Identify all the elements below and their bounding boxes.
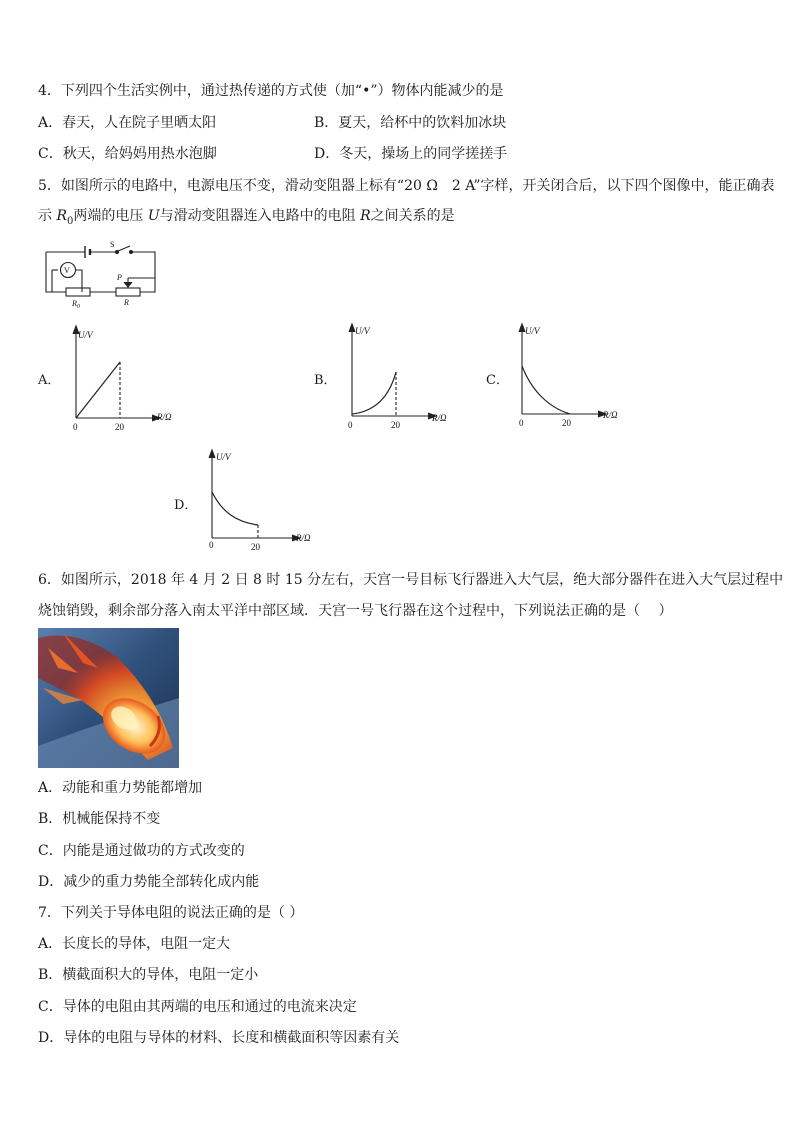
slider-label: P <box>117 273 122 282</box>
graph-b-tick: 20 <box>391 420 400 430</box>
q6-option-b: B．机械能保持不变 <box>38 811 161 827</box>
q5-circuit-diagram <box>38 236 168 308</box>
q7-option-a: A．长度长的导体，电阻一定大 <box>38 936 231 952</box>
q4-option-b: B．夏天，给杯中的饮料加冰块 <box>314 115 507 131</box>
q5-stem-line1: 5．如图所示的电路中，电源电压不变，滑动变阻器上标有“20 Ω 2 A”字样，开关闭合后，以下四个图像中，能正确表 <box>38 178 775 194</box>
graph-d-letter: D． <box>174 498 198 513</box>
graph-b-ylabel: U/V <box>355 326 370 336</box>
graph-a-ylabel: U/V <box>78 330 93 340</box>
graph-d-ylabel: U/V <box>216 452 231 462</box>
graph-c-tick: 20 <box>562 418 571 428</box>
q7-option-c: C．导体的电阻由其两端的电压和通过的电流来决定 <box>38 999 357 1015</box>
q4-option-c: C．秋天，给妈妈用热水泡脚 <box>38 146 217 162</box>
q6-option-a: A．动能和重力势能都增加 <box>38 780 203 796</box>
q5-stem-line2: 示 $R_0$两端的电压 U与滑动变阻器连入电路中的电阻 R之间关系的是 <box>38 208 455 227</box>
q7-option-d: D．导体的电阻与导体的材料、长度和横截面积等因素有关 <box>38 1030 400 1046</box>
q6-option-c: C．内能是通过做功的方式改变的 <box>38 843 245 859</box>
graph-d <box>200 446 325 558</box>
graph-c-origin: 0 <box>519 418 524 428</box>
graph-a-origin: 0 <box>73 422 78 432</box>
graph-b-origin: 0 <box>348 420 353 430</box>
q7-option-b: B．横截面积大的导体，电阻一定小 <box>38 967 259 983</box>
graph-b <box>340 320 460 432</box>
graph-a-xlabel: R/Ω <box>157 412 172 422</box>
graph-c <box>510 320 635 432</box>
r-label: R <box>124 298 129 307</box>
graph-d-xlabel: R/Ω <box>296 533 311 543</box>
switch-label: S <box>110 240 115 249</box>
voltmeter-label: V <box>64 266 70 275</box>
tiangong-reentry-photo <box>38 628 179 768</box>
graph-a-letter: A． <box>38 373 61 388</box>
graph-a-tick: 20 <box>115 422 124 432</box>
q6-option-d: D．减少的重力势能全部转化成内能 <box>38 874 260 890</box>
r0-label: $R_0$ <box>72 299 80 308</box>
graph-c-letter: C． <box>486 373 509 388</box>
graph-a <box>64 322 184 434</box>
graph-d-tick: 20 <box>251 542 260 552</box>
graph-b-letter: B． <box>314 373 337 388</box>
graph-c-ylabel: U/V <box>525 326 540 336</box>
graph-b-xlabel: R/Ω <box>432 413 447 423</box>
graph-c-xlabel: R/Ω <box>603 410 618 420</box>
q7-stem: 7．下列关于导体电阻的说法正确的是（ ） <box>38 905 304 921</box>
q6-stem-line1: 6．如图所示，2018 年 4 月 2 日 8 时 15 分左右，天宫一号目标飞行器进入大气层，绝大部分器件在进入大气层过程中 <box>38 572 784 588</box>
q4-stem: 4．下列四个生活实例中，通过热传递的方式使（加“•”）物体内能减少的是 <box>38 83 504 99</box>
q4-option-a: A．春天，人在院子里晒太阳 <box>38 115 217 131</box>
graph-d-origin: 0 <box>209 540 214 550</box>
q6-stem-line2: 烧蚀销毁，剩余部分落入南太平洋中部区域．天宫一号飞行器在这个过程中，下列说法正确的是（ ） <box>38 603 673 619</box>
q4-option-d: D．冬天，操场上的同学搓搓手 <box>314 146 508 162</box>
